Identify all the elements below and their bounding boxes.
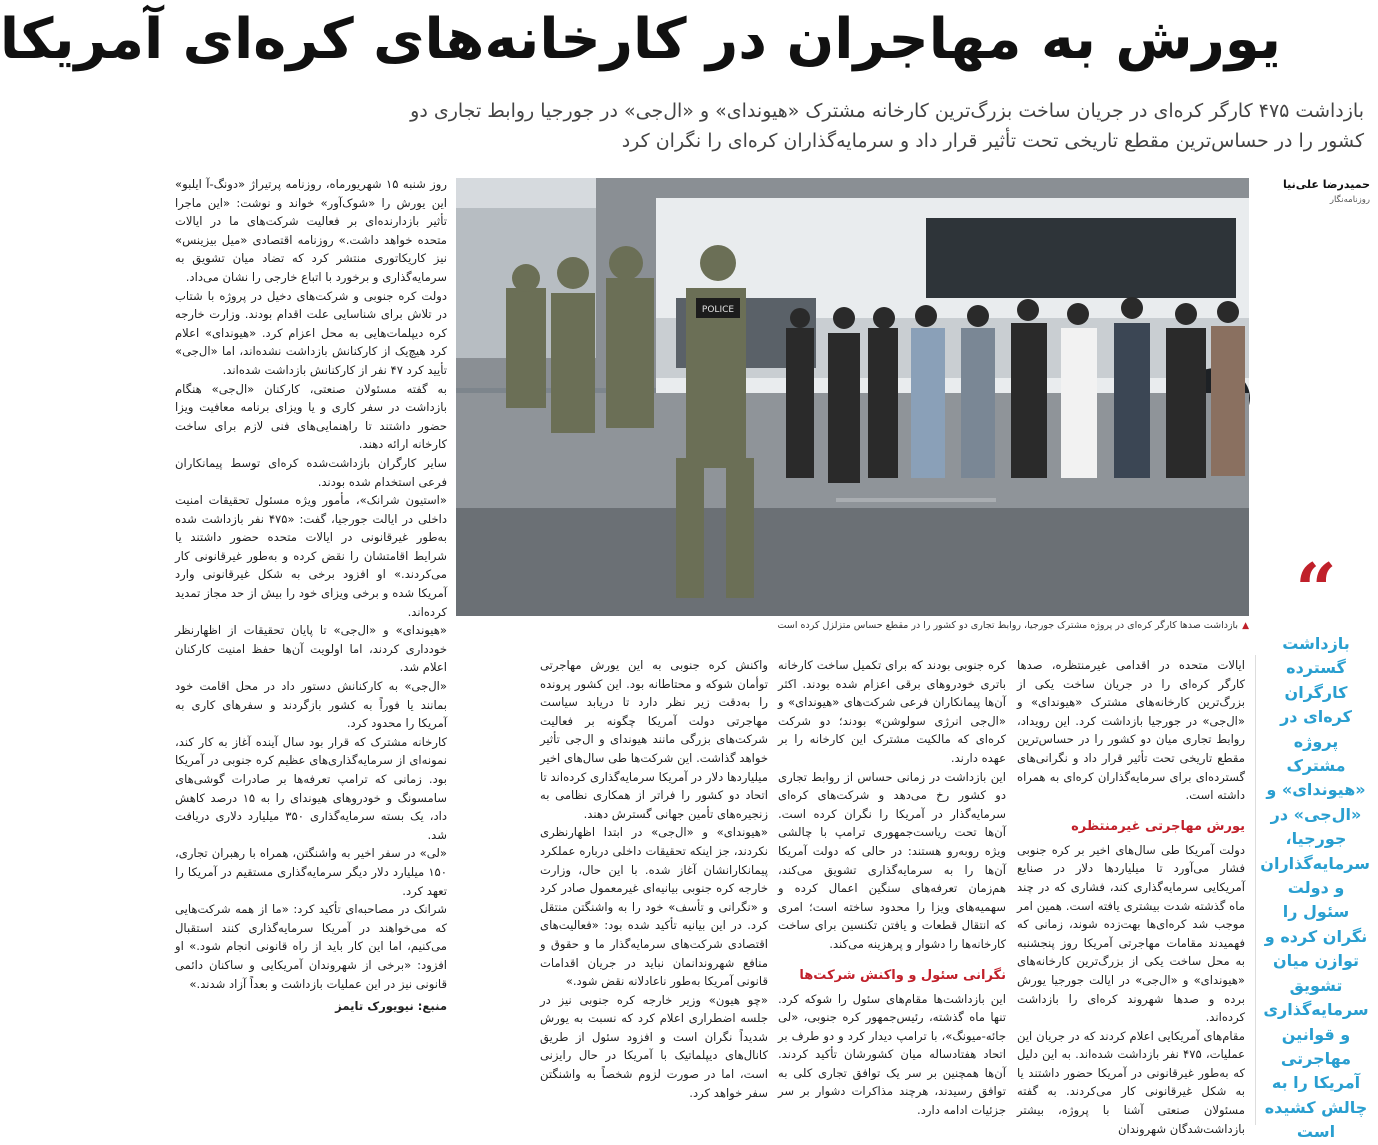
pull-quote xyxy=(1260,547,1370,1145)
paragraph: واکنش کره جنوبی به این یورش مهاجرتی توأمان شوکه و محتاطانه بود. این کشور پرونده را به‌دقت زیر نظر دارد تا دریابد سیاست مهاجرتی دولت آمریکا چگونه بر فعالیت شرکت‌های بزرگی مانند هیوندای و ال‌جی تأثیر خواهد گذاشت. این شرکت‌ها طی سال‌های اخیر میلیاردها دلار در آمریکا سرمایه‌گذاری کرده‌اند تا اتحاد دو کشور را فراتر از همکاری نظامی به زنجیره‌های تأمین جهانی گسترش دهند. xyxy=(540,658,768,821)
paragraph: به گفته مسئولان صنعتی، کارکنان «ال‌جی» هنگام بازداشت در سفر کاری و یا ویزای برنامه معافیت ویزا حضور داشتند تا راهنمایی‌های فنی لازم برای ساخت کارخانه ارائه دهند. xyxy=(175,381,447,452)
author-role: روزنامه‌نگار xyxy=(1329,195,1370,205)
quote-icon: “ xyxy=(1295,547,1337,632)
author-name: حمیدرضا علی‌نیا xyxy=(1283,178,1370,191)
paragraph: «چو هیون» وزیر خارجه کره جنوبی نیز در جلسه اضطراری اعلام کرد که نسبت به یورش شدیداً نگران است و افزود سئول از طریق کانال‌های دیپلماتیک با آمریکا در حال رایزنی است، اما در صورت لزوم شخصاً به واشنگتن سفر خواهد کرد. xyxy=(540,992,768,1100)
paragraph: سایر کارگران بازداشت‌شده کره‌ای توسط پیمانکاران فرعی استخدام شده بودند. xyxy=(175,455,447,489)
article-column-2 xyxy=(778,656,1006,1126)
subheading: نگرانی سئول و واکنش شرکت‌ها xyxy=(799,967,1006,983)
paragraph: «ال‌جی» به کارکنانش دستور داد در محل اقامت خود بمانند یا فوراً به کشور بازگردند و سفرهای کاری به آمریکا را محدود کرد. xyxy=(175,679,447,731)
paragraph: «هیوندای» و «ال‌جی» در ابتدا اظهارنظری نکردند، جز اینکه تحقیقات داخلی درباره عملکرد پیمانکارانشان آغاز شده. با این حال، وزارت خارجه کره جنوبی بیانیه‌ای غیرمعمول صادر کرد و «نگرانی و تأسف» خود را به واشنگتن منتقل کرد. در این بیانیه تأکید شده بود: «فعالیت‌های اقتصادی شرکت‌های سرمایه‌گذار ما و حقوق و منافع شهروندانمان نباید در جریان اقدامات قانونی آمریکا به‌طور ناعادلانه نقض شود.» xyxy=(540,825,768,989)
column-divider xyxy=(1255,655,1256,1125)
article-column-1 xyxy=(1017,656,1245,1136)
subheading: یورش مهاجرتی غیرمنتظره xyxy=(1071,818,1245,834)
lead-paragraph: بازداشت ۴۷۵ کارگر کره‌ای در جریان ساخت بزرگ‌ترین کارخانه مشترک «هیوندای» و «ال‌جی» در جورجیا روابط تجاری دو کشور را در حساس‌ترین مقطع تاریخی تحت تأثیر قرار داد و سرمایه‌گذاران کره‌ای را نگران کرد xyxy=(410,100,1364,152)
headline: یورش به مهاجران در کارخانه‌های کره‌ای آمریکا xyxy=(0,7,1281,72)
paragraph: روز شنبه ۱۵ شهریورماه، روزنامه پرتیراژ «دونگ-آ ایلبو» این یورش را «شوک‌آور» خواند و نوشت: «این ماجرا تأثیر بازدارنده‌ای بر فعالیت شرکت‌های ما در ایالات متحده خواهد داشت.» روزنامه اقتصادی «میل بیزینس» نیز کاریکاتوری منتشر کرد که تضاد میان تشویق به سرمایه‌گذاری و برخورد با اتباع خارجی را نشان می‌داد. xyxy=(175,177,447,284)
caption-triangle-icon: ▲ xyxy=(1242,621,1249,631)
paragraph: این بازداشت در زمانی حساس از روابط تجاری دو کشور رخ می‌دهد و شرکت‌های کره‌ای سرمایه‌گذار در آمریکا را نگران کرده است. آن‌ها تحت ریاست‌جمهوری ترامپ با چالشی ویژه روبه‌رو هستند: در حالی که دولت آمریکا آن‌ها را به سرمایه‌گذاری تشویق می‌کند، هم‌زمان تعرفه‌های سنگین اعمال کرده و سهمیه‌های ویزا را محدود ساخته است؛ امری که انتقال قطعات و یافتن تکنسین برای ساخت کارخانه‌ها را دشوار و پرهزینه می‌کند. xyxy=(778,769,1006,951)
paragraph: دولت کره جنوبی و شرکت‌های دخیل در پروژه با شتاب در تلاش برای شناسایی علت اقدام بودند. وزارت خارجه کره دیپلمات‌هایی به محل اعزام کرد. «هیوندای» اعلام کرد هیچ‌یک از کارکنانش بازداشت نشده‌اند، اما «ال‌جی» تأیید کرد ۴۷ نفر از کارکنانش بازداشت شده‌اند. xyxy=(175,288,447,377)
byline xyxy=(1280,178,1370,205)
paragraph: این بازداشت‌ها مقام‌های سئول را شوکه کرد. تنها ماه گذشته، رئیس‌جمهور کره جنوبی، «لی جائه-میونگ»، با ترامپ دیدار کرد و دو طرف بر اتحاد هفتادساله میان کشورشان تأکید کردند. آن‌ها همچنین بر سر یک توافق تجاری کلی به توافق رسیدند، هرچند مذاکرات دشوار بر سر جزئیات ادامه دارد. xyxy=(778,991,1006,1118)
paragraph: «لی» در سفر اخیر به واشنگتن، همراه با رهبران تجاری، ۱۵۰ میلیارد دلار دیگر سرمایه‌گذاری مستقیم در آمریکا را تعهد کرد. xyxy=(175,846,447,898)
paragraph: دولت آمریکا طی سال‌های اخیر بر کره جنوبی فشار می‌آورد تا میلیاردها دلار در صنایع آمریکایی سرمایه‌گذاری کند، فشاری که در چند ماه گذشته شدت بیشتری یافته است. همین امر موجب شد کره‌ای‌ها بهت‌زده شوند، زمانی که فهمیدند مقامات مهاجرتی آمریکا روز پنجشنبه به محل ساخت یکی از بزرگ‌ترین کارخانه‌های «هیوندای» و «ال‌جی» در ایالت جورجیا یورش برده و صدها شهروند کره‌ای را بازداشت کرده‌اند. xyxy=(1017,842,1245,1025)
photo-caption xyxy=(621,620,1249,638)
paragraph: کارخانه مشترک که قرار بود سال آینده آغاز به کار کند، نمونه‌ای از سرمایه‌گذاری‌های عظیم کره جنوبی در آمریکا بود. زمانی که ترامپ تعرفه‌ها بر صادرات گوشی‌های سامسونگ و خودروهای هیوندای را به ۱۵ درصد کاهش داد، یک بسته سرمایه‌گذاری ۳۵۰ میلیارد دلاری دریافت شد. xyxy=(175,734,447,842)
vest-label: POLICE xyxy=(701,305,735,315)
caption-text: بازداشت صدها کارگر کره‌ای در پروژه مشترک جورجیا، روابط تجاری دو کشور را در مقطع حساس متزلزل کرده است xyxy=(777,620,1239,631)
paragraph: ایالات متحده در اقدامی غیرمنتظره، صدها کارگر کره‌ای را در جریان ساخت یکی از بزرگ‌ترین کارخانه‌های مشترک «هیوندای» و «ال‌جی» در جورجیا بازداشت کرد. این رویداد، روابط تجاری میان دو کشور را در حساس‌ترین مقطع تاریخی تحت تأثیر قرار داد و نگرانی‌های گسترده‌ای برای سرمایه‌گذاران کره‌ای به همراه داشته است. xyxy=(1017,658,1245,803)
pull-quote-text: بازداشت گسترده کارگران کره‌ای در پروژه مشترک «هیوندای» و «ال‌جی» در جورجیا، سرمایه‌گذاران و دولت سئول را نگران کرده و توازن میان تشویق سرمایه‌گذاری و قوانین مهاجرتی آمریکا را به چالش کشیده است xyxy=(1260,634,1370,1142)
paragraph: «استیون شرانک»، مأمور ویژه مسئول تحقیقات امنیت داخلی در ایالت جورجیا، گفت: «۴۷۵ نفر بازداشت شده به‌طور غیرقانونی در ایالات متحده حضور داشتند یا شرایط اقامتشان را نقض کرده و به‌طور غیرقانونی کار می‌کردند.» او افزود برخی به شکل غیرقانونی وارد آمریکا شده و برخی ویزای خود را بیش از حد مجاز تمدید کرده‌اند. xyxy=(175,493,447,619)
police-raid-illustration xyxy=(456,178,1249,616)
paragraph: «هیوندای» و «ال‌جی» تا پایان تحقیقات از اظهارنظر خودداری کردند، اما اولویت آن‌ها حفظ امنیت کارکنان اعلام شد. xyxy=(175,623,447,675)
news-photo xyxy=(456,178,1249,616)
paragraph: کره جنوبی بودند که برای تکمیل ساخت کارخانه باتری خودروهای برقی اعزام شده بودند. اکثر آن‌ها پیمانکاران فرعی شرکت‌های «هیوندای» و «ال‌جی انرژی سولوشن» بودند؛ دو شرکت کره‌ای که مالکیت مشترک این کارخانه را بر عهده دارند. xyxy=(778,658,1006,765)
paragraph: مقام‌های آمریکایی اعلام کردند که در جریان این عملیات، ۴۷۵ نفر بازداشت شده‌اند. به این دلیل که به‌طور غیرقانونی در آمریکا حضور داشتند یا به شکل غیرقانونی کار می‌کردند. به گفته مسئولان صنعتی آشنا با پروژه، بیشتر بازداشت‌شدگان شهروندان xyxy=(1017,1028,1245,1136)
article-column-4 xyxy=(175,175,447,1120)
paragraph: شرانک در مصاحبه‌ای تأکید کرد: «ما از همه شرکت‌هایی که می‌خواهند در آمریکا سرمایه‌گذاری کنند استقبال می‌کنیم، اما این کار باید از راه قانونی انجام شود.» او افزود: «برخی از شهروندان آمریکایی و ساکنان دائمی قانونی نیز در این عملیات بازداشت و بعداً آزاد شدند.» xyxy=(175,902,447,991)
source-credit: منبع: نیویورک تایمز xyxy=(335,999,447,1014)
article-column-3 xyxy=(540,656,768,1126)
